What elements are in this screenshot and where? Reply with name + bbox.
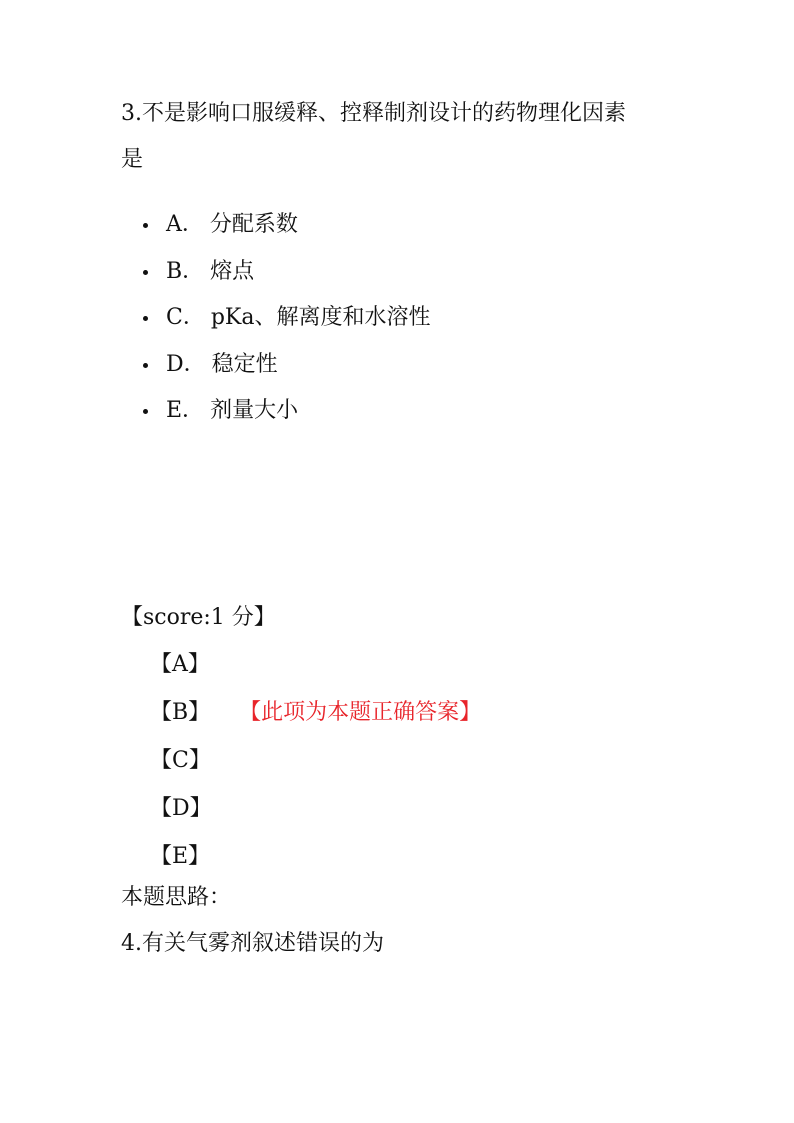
option-a[interactable]	[140, 208, 430, 255]
option-text: 分配系数	[209, 212, 298, 237]
option-text: 稳定性	[211, 351, 278, 377]
answer-row-b	[150, 696, 481, 744]
option-b[interactable]	[140, 255, 430, 302]
answer-label: 【C】	[150, 748, 211, 773]
answer-row-d	[150, 792, 481, 840]
answer-row-e	[150, 840, 481, 888]
option-e[interactable]	[140, 394, 430, 441]
option-text: pKa、解离度和水溶性	[210, 305, 431, 330]
answer-label: 【D】	[150, 796, 212, 821]
option-d[interactable]	[140, 348, 430, 395]
option-letter: A．	[166, 212, 204, 237]
next-question-text: 4.有关气雾剂叙述错误的为	[121, 931, 384, 956]
option-letter: C．	[166, 305, 205, 330]
score-label: 【score:1 分】	[121, 605, 276, 630]
option-list	[140, 208, 430, 441]
answer-row-c	[150, 744, 481, 792]
option-letter: D．	[166, 351, 206, 377]
answer-list	[150, 648, 481, 888]
bullet-icon	[143, 223, 148, 228]
correct-answer-note: 【此项为本题正确答案】	[250, 700, 482, 725]
bullet-icon	[143, 409, 148, 414]
bullet-icon	[143, 316, 148, 321]
option-letter: E．	[166, 398, 205, 423]
analysis-label: 本题思路：	[121, 885, 232, 910]
bullet-icon	[143, 270, 148, 275]
answer-row-a	[150, 648, 481, 696]
question-text-line-1: 3.不是影响口服缓释、控释制剂设计的药物理化因素	[121, 101, 626, 126]
option-text: 熔点	[210, 258, 255, 284]
option-letter: B．	[166, 258, 205, 284]
answer-label: 【B】	[150, 700, 211, 725]
question-text-line-2: 是	[121, 147, 144, 172]
bullet-icon	[143, 363, 148, 368]
answer-label: 【E】	[150, 844, 211, 869]
option-c[interactable]	[140, 301, 430, 348]
option-text: 剂量大小	[210, 398, 299, 423]
answer-label: 【A】	[150, 652, 210, 677]
